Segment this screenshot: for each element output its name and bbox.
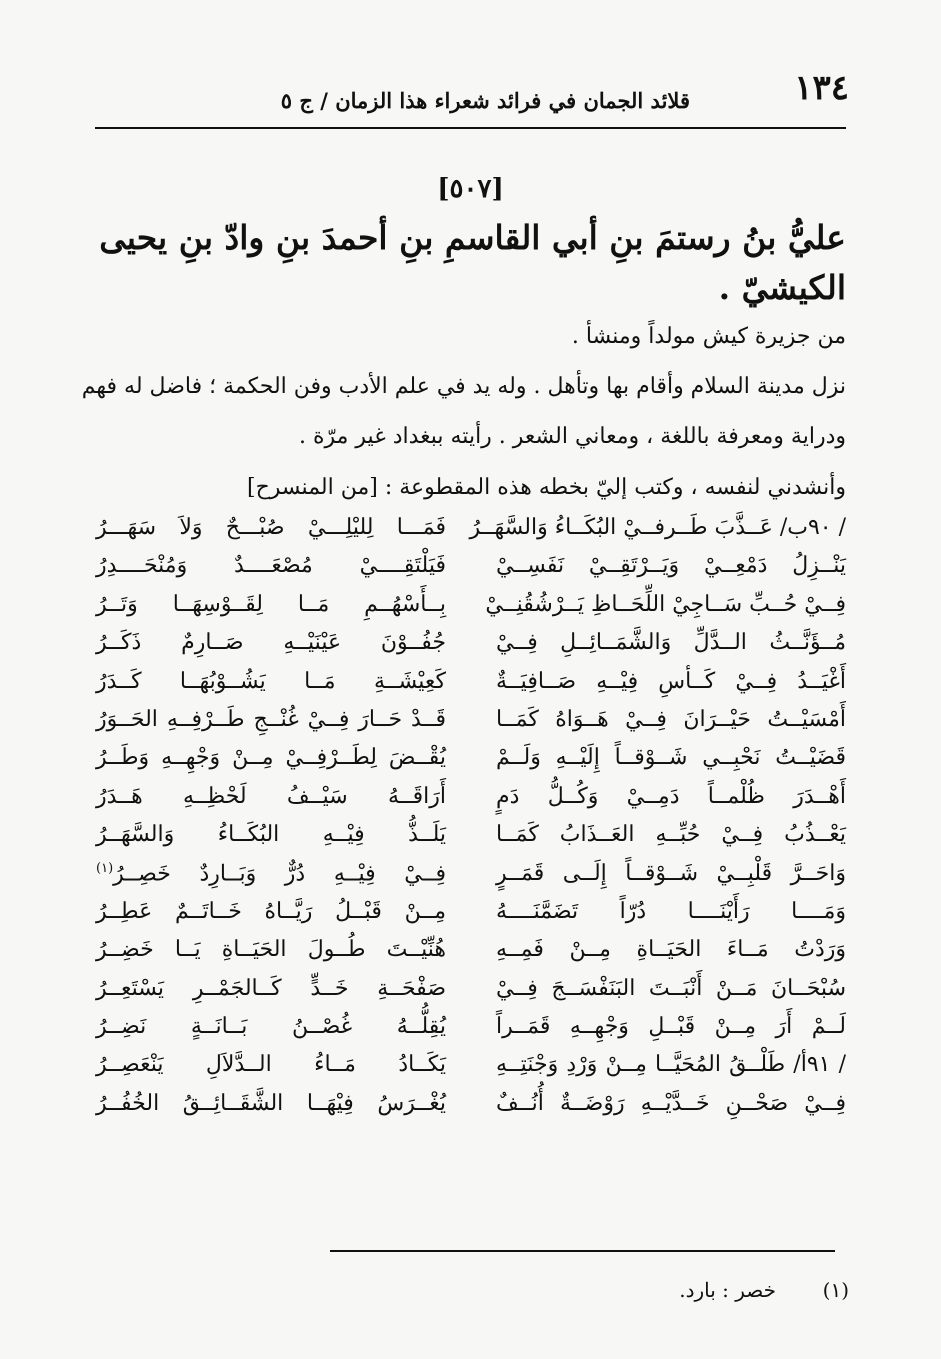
verse-row [96,937,846,975]
verse-ajz: قَــدْ حَــارَ فِــيْ غُنْــجِ طَــرْفِــهِ الحَــوَرُ [96,706,446,732]
header-rule [95,127,846,129]
verse-row [96,1052,846,1090]
prose-bio-line-2: ودراية ومعرفة باللغة ، ومعاني الشعر . رأيته ببغداد غير مرّة . [298,424,846,449]
verse-ajz: يَلَــذُّ فِيْــهِ البُكَــاءُ وَالسَّهَــرُ [96,822,446,848]
verse-ajz: كَعِيْشَــةِ مَــا يَشُــوْبُهَــا كَــدَرُ [96,668,446,694]
verse-ajz: أَرَاقَــهُ سَيْــفُ لَحْظِــهِ هَــدَرُ [96,783,446,809]
verse-row [96,592,846,630]
verse-ajz: جُفُــوْنَ عَيْنَيْــهِ صَــارِمٌ ذَكَــرُ [96,630,446,656]
entry-title-line-2: الكيشيّ . [718,268,846,307]
verse-sadr: / ٩١أ/ طَلْــقُ المُحَيَّــا مِــنْ وَرْدِ وَجْنَتِــهِ [496,1052,846,1078]
verse-sadr: سُبْحَــانَ مَــنْ أَنْبَــتَ البَنَفْسَــجَ فِــيْ [496,975,846,1001]
verse-sadr: لَــمْ أَرَ مِــنْ قَبْــلِ وَجْهِــهِ قَمَــراً [496,1014,846,1040]
verse-ajz: هُنِّيْــتَ طُــولَ الحَيَــاةِ يَــا خَضِــرُ [96,937,446,963]
entry-number: [٥٠٧] [437,174,504,204]
verse-sadr: وَمَــــا رَأَيْنَــــا دُرّاً تَضَمَّنَــــهُ [496,898,846,924]
verse-sadr: يَعْــذُبُ فِــيْ حُبِّــهِ العَــذَابُ كَمَــا [496,822,846,848]
footnote-number: (١) [822,1278,849,1302]
verse-row [96,707,846,745]
footnote-marker: (١) [96,860,114,876]
verse-sadr: وَاحَــرَّ قَلْبِــيْ شَــوْقــاً إِلَــى قَمَــرٍ [496,860,846,886]
verse-sadr: وَرَدْتُ مَــاءَ الحَيَــاةِ مِــنْ فَمِــهِ [496,937,846,963]
prose-intro: وأنشدني لنفسه ، وكتب إليّ بخطه هذه المقطوعة : [من المنسرح] [247,475,846,500]
entry-title-line-1: عليُّ بنُ رستمَ بنِ أبي القاسمِ بنِ أحمدَ بنِ وادّ بنِ يحيى [99,218,846,257]
verse-row [96,1014,846,1052]
verse-ajz: يُقْــضَ لِطَــرْفِــيْ مِــنْ وَجْهِــهِ وَطَــرُ [96,745,446,771]
prose-origin: من جزيرة كيش مولداً ومنشأ . [571,324,846,349]
prose-bio-line-1: نزل مدينة السلام وأقام بها وتأهل . وله يد في علم الأدب وفن الحكمة ؛ فاضل له فهم [81,374,846,399]
verse-sadr: يَنْــزِلُ دَمْعِــيْ وَيَــرْتَقِــيْ نَفَسِــيْ [496,553,846,579]
verse-sadr: مُــؤَنَّــثُ الــدَّلِّ وَالشَّمَــائِــلِ فِــيْ [496,630,846,656]
footnote-text: خصر : بارد. [679,1278,776,1302]
verse-ajz: صَفْحَــةِ خَــدٍّ كَــالجَمْــرِ يَسْتَعِــرُ [96,975,446,1001]
verse-sadr: أَمْسَيْــتُ حَيْــرَانَ فِــيْ هَــوَاهُ كَمَــا [496,706,846,732]
verse-ajz: مِــنْ قَبْــلُ رَيَّــاهُ خَــاتَــمٌ عَطِــرُ [96,898,446,924]
running-title-text: قلائد الجمان في فرائد شعراء هذا الزمان / ج ٥ [280,88,690,113]
verse-row [96,515,846,553]
verse-row [96,976,846,1014]
verse-ajz: فَيَلْتَقِــــيْ مُصْعَــــدٌ وَمُنْحَــــدِرُ [96,553,446,579]
verse-ajz: بِــأَسْهُــمِ مَــا لِقَــوْسِهَــا وَتَــرُ [96,591,446,617]
verse-row [96,822,846,860]
verse-sadr: فِــيْ صَحْــنِ خَــدَّيْــهِ رَوْضَــةٌ أُنُــفٌ [496,1090,846,1116]
verse-ajz: يُقِلُّــهُ غُصْــنُ بَــانَــةٍ نَضِــرُ [96,1014,446,1040]
verse-ajz: يُغْــرَسُ فِيْهَــا الشَّقَــائِــقُ الخُفُــرُ [96,1090,446,1116]
verse-sadr: / ٩٠ب/ عَــذَّبَ طَــرفــيْ البُكَــاءُ وَالسَّهَــرُ [469,515,846,540]
verse-ajz: فَمَـــا لِليْلِـــيْ صُبْـــحٌ وَلاَ سَهَـــرُ [96,515,446,540]
verse-row [96,1091,846,1129]
poem [96,515,846,1129]
verse-sadr: قَضَيْــتُ نَحْبِــي شَــوْقــاً إِلَيْــهِ وَلَــمْ [496,745,846,771]
verse-row [96,630,846,668]
verse-ajz-with-footnote [96,861,446,886]
verse-row [96,784,846,822]
verse-sadr: فِــيْ حُــبِّ سَــاجِيْ اللِّحَــاظِ يَــرْشُقُنِــيْ [485,591,846,617]
footnote-rule [330,1250,835,1252]
page-number: ١٣٤ [794,68,849,108]
verse-row [96,745,846,783]
verse-ajz: يَكَــادُ مَــاءُ الــدَّلاَلِ يَنْعَصِــرُ [96,1052,446,1078]
verse-row [96,899,846,937]
verse-ajz-text: فِــيْ فِيْــهِ دُرٌّ وَبَــارِدٌ خَصِــرُ [113,860,446,886]
verse-row [96,553,846,591]
verse-row [96,861,846,899]
verse-sadr: أَهْــدَرَ ظُلْمــاً دَمِــيْ وَكُــلُّ دَمٍ [496,783,846,809]
verse-sadr: أَغْيَــدُ فِــيْ كَــأسِ فِيْــهِ صَــافِيَــةٌ [496,668,846,694]
running-title [0,88,690,113]
verse-row [96,669,846,707]
